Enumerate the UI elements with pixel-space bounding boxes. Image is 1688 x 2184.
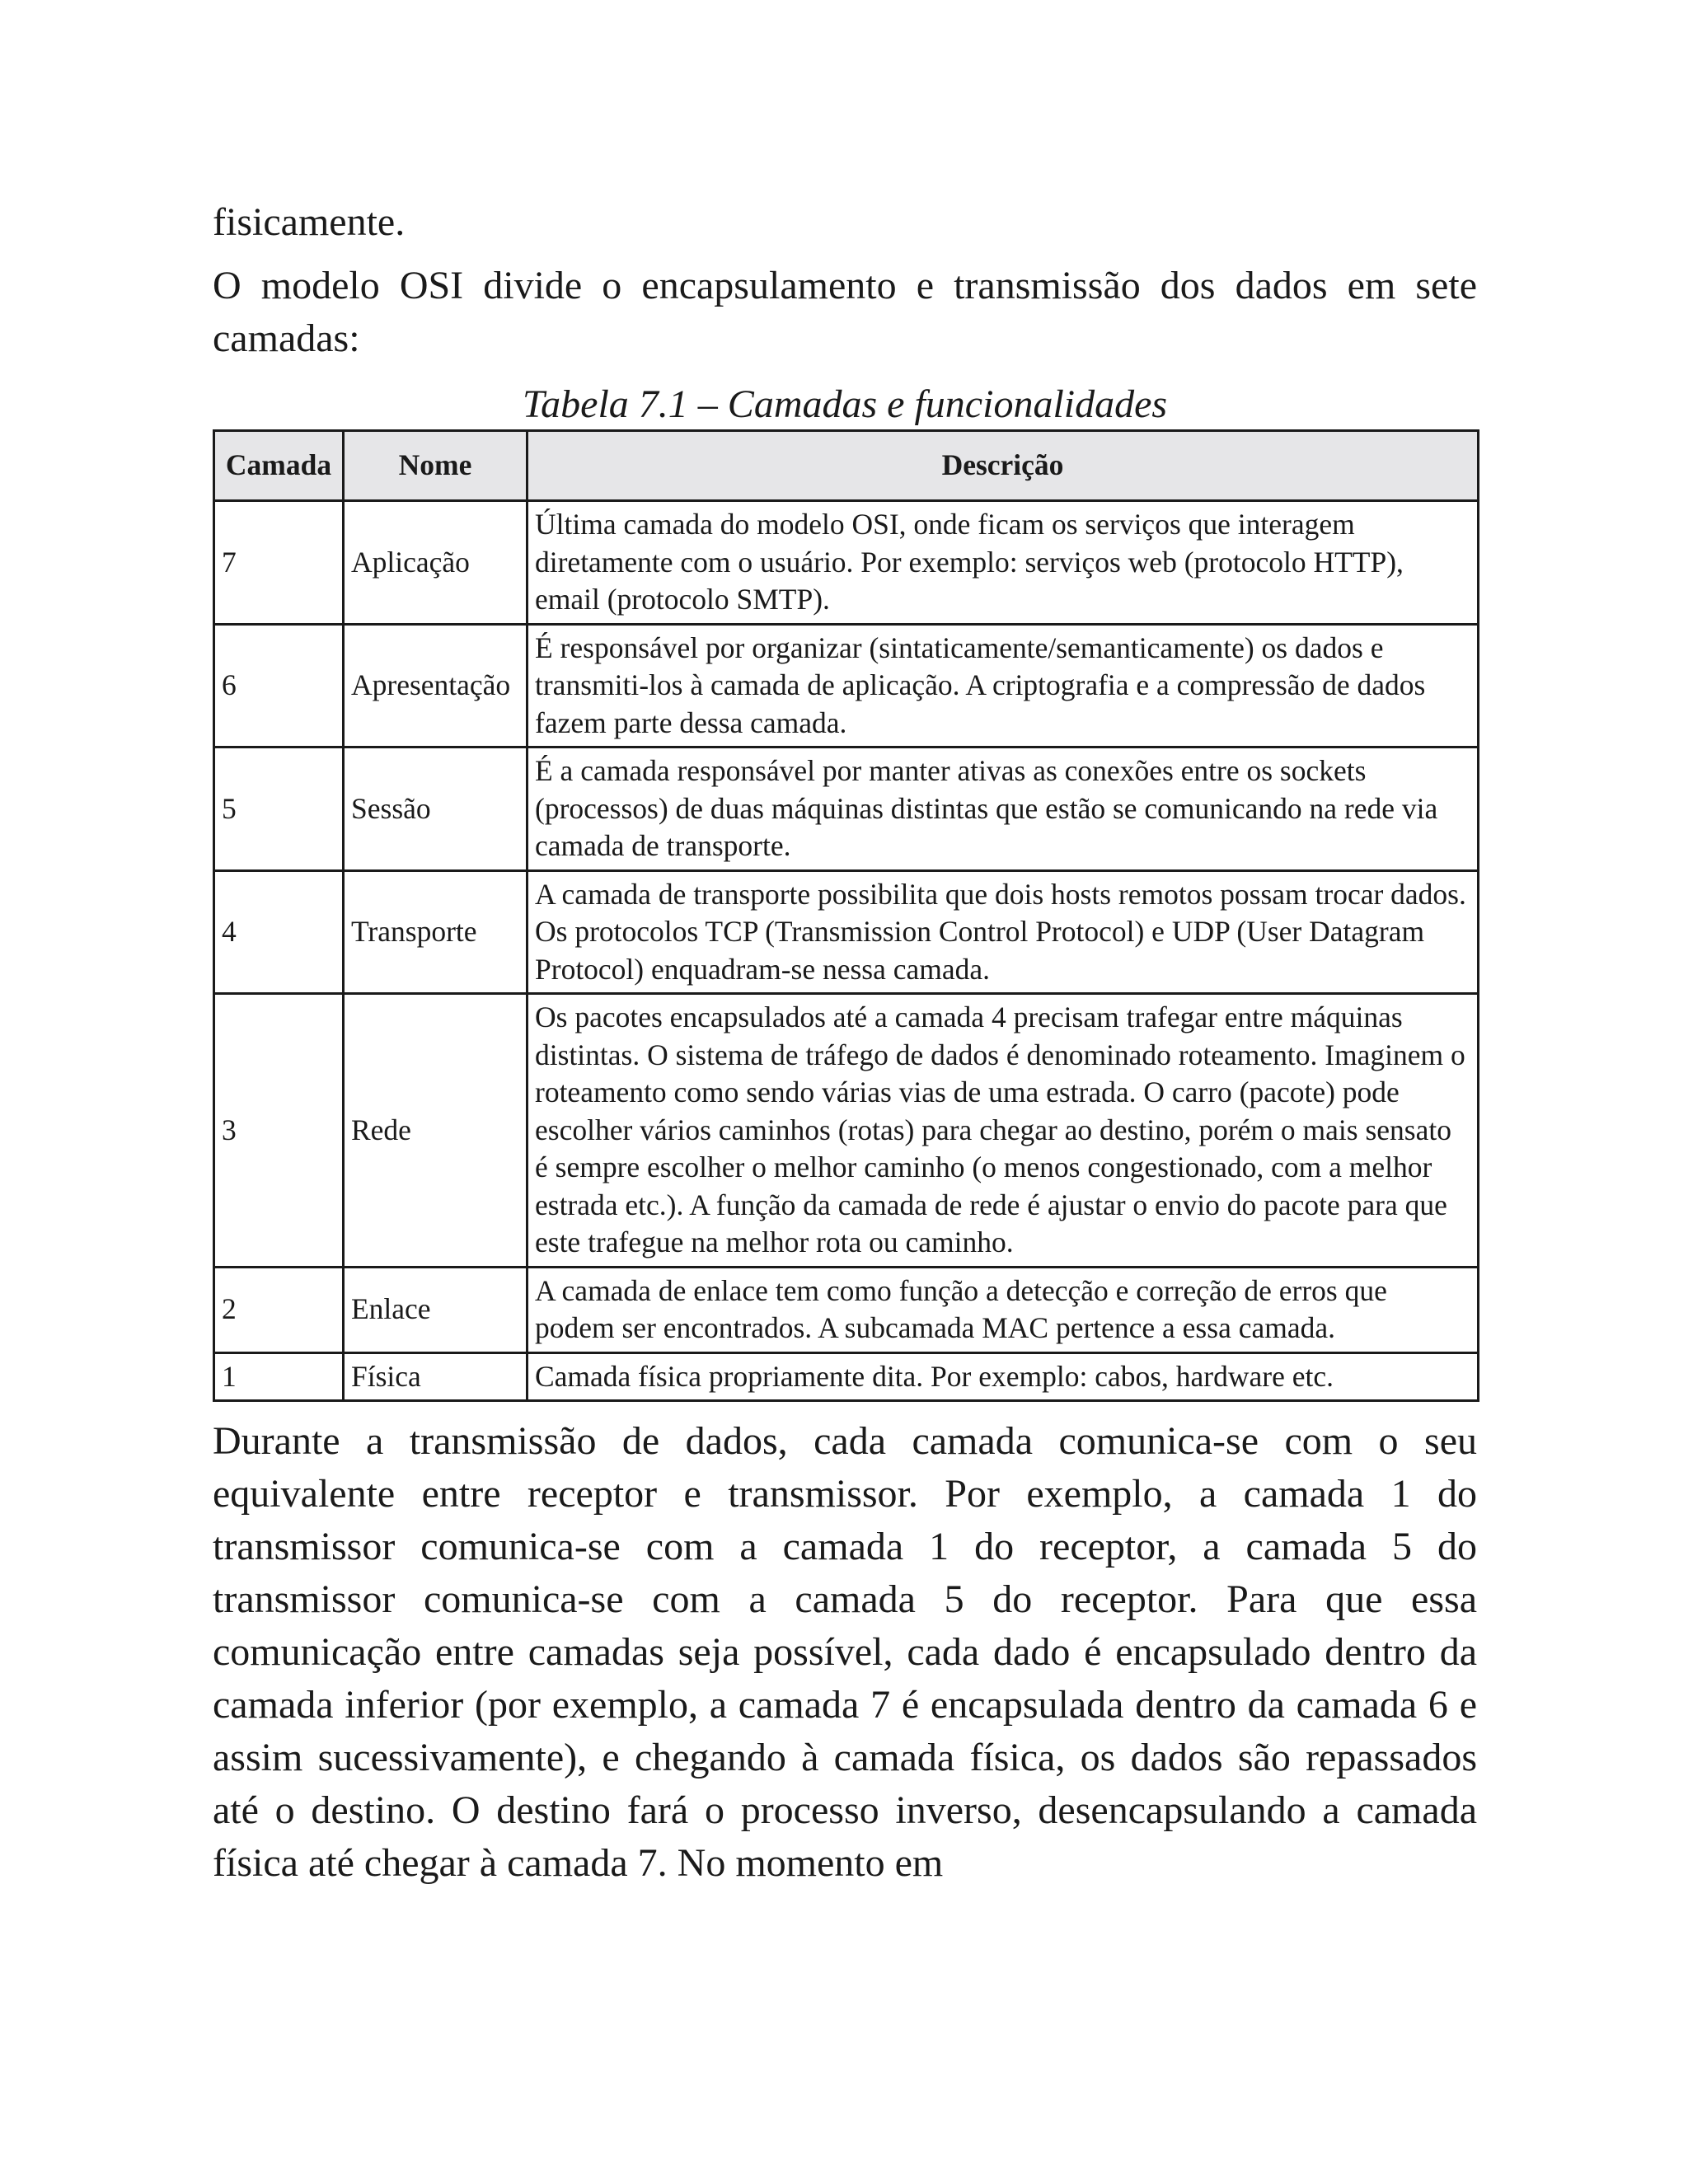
table-row — [214, 1352, 1479, 1401]
cell-camada: 2 — [214, 1267, 344, 1352]
header-camada: Camada — [214, 431, 344, 501]
cell-camada: 7 — [214, 501, 344, 625]
cell-camada: 6 — [214, 624, 344, 748]
cell-camada: 1 — [214, 1352, 344, 1401]
cell-nome: Sessão — [344, 748, 528, 871]
document-page — [213, 196, 1477, 1890]
table-row — [214, 624, 1479, 748]
paragraph-after-table: Durante a transmissão de dados, cada camada comunica-se com o seu equivalente entre receptor e transmissor. Por exemplo, a camada 1 do transmissor comunica-se com a camada 1 do receptor, a camada 5 do transmissor comunica-se com a camada 5 do receptor. Para que essa comunicação entre camadas seja possível, cada dado é encapsulado dentro da camada inferior (por exemplo, a camada 7 é encapsulada dentro da camada 6 e assim sucessivamente), e chegando à camada física, os dados são repassados até o destino. O destino fará o processo inverso, desencapsulando a camada física até chegar à camada 7. No momento em — [213, 1419, 1477, 1885]
cell-nome: Física — [344, 1352, 528, 1401]
table-caption: Tabela 7.1 – Camadas e funcionalidades — [522, 382, 1168, 426]
cell-camada: 5 — [214, 748, 344, 871]
cell-nome: Apresentação — [344, 624, 528, 748]
cell-camada: 3 — [214, 994, 344, 1268]
paragraph-intro-tail: fisicamente. — [213, 200, 406, 244]
header-descricao: Descrição — [528, 431, 1479, 501]
cell-nome: Rede — [344, 994, 528, 1268]
table-row — [214, 501, 1479, 625]
cell-descricao: A camada de transporte possibilita que dois hosts remotos possam trocar dados. Os protocolos TCP (Transmission Control Protocol) e UDP (User Datagram Protocol) enquadram-se nessa camada. — [528, 870, 1479, 994]
header-nome: Nome — [344, 431, 528, 501]
table-header-row — [214, 431, 1479, 501]
table-row — [214, 994, 1479, 1268]
cell-descricao: É a camada responsável por manter ativas as conexões entre os sockets (processos) de duas máquinas distintas que estão se comunicando na rede via camada de transporte. — [528, 748, 1479, 871]
cell-nome: Transporte — [344, 870, 528, 994]
cell-descricao: A camada de enlace tem como função a detecção e correção de erros que podem ser encontrados. A subcamada MAC pertence a essa camada. — [528, 1267, 1479, 1352]
table-row — [214, 1267, 1479, 1352]
table-row — [214, 870, 1479, 994]
cell-nome: Aplicação — [344, 501, 528, 625]
cell-descricao: Os pacotes encapsulados até a camada 4 precisam trafegar entre máquinas distintas. O sistema de tráfego de dados é denominado roteamento. Imaginem o roteamento como sendo várias vias de uma estrada. O carro (pacote) pode escolher vários caminhos (rotas) para chegar ao destino, porém o mais sensato é sempre escolher o melhor caminho (o menos congestionado, com a melhor estrada etc.). A função da camada de rede é ajustar o envio do pacote para que este trafegue na melhor rota ou caminho. — [528, 994, 1479, 1268]
table-row — [214, 748, 1479, 871]
cell-nome: Enlace — [344, 1267, 528, 1352]
cell-descricao: É responsável por organizar (sintaticamente/semanticamente) os dados e transmiti-los à camada de aplicação. A criptografia e a compressão de dados fazem parte dessa camada. — [528, 624, 1479, 748]
paragraph-intro: O modelo OSI divide o encapsulamento e transmissão dos dados em sete camadas: — [213, 264, 1477, 360]
osi-layers-table — [213, 429, 1479, 1402]
cell-camada: 4 — [214, 870, 344, 994]
cell-descricao: Última camada do modelo OSI, onde ficam os serviços que interagem diretamente com o usuário. Por exemplo: serviços web (protocolo HTTP), email (protocolo SMTP). — [528, 501, 1479, 625]
cell-descricao: Camada física propriamente dita. Por exemplo: cabos, hardware etc. — [528, 1352, 1479, 1401]
